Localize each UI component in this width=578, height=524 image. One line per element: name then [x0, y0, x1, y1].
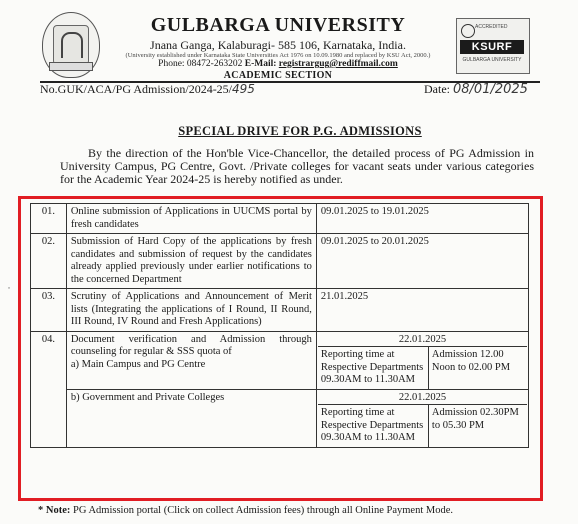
row-number: 03.: [31, 289, 67, 332]
table-row: [31, 389, 529, 447]
note-label: * Note:: [38, 505, 71, 516]
campus-timings: [318, 346, 527, 389]
table-row: [31, 234, 529, 289]
row-description: Submission of Hard Copy of the applications by fresh candidates and submission of request by the candidates already applied previously under earlier notifications to the concerned Department: [66, 234, 316, 289]
establishment-note: (University established under Karnataka State Universities Act 1976 on 10.09.1980 and replaced by KSU Act, 2000.): [125, 52, 431, 59]
campus-option: a) Main Campus and PG Centre: [70, 358, 206, 370]
note-text: PG Admission portal (Click on collect Admission fees) through all Online Payment Mode.: [73, 505, 453, 516]
margin-mark: ˙: [7, 284, 11, 298]
campus-reporting-time: Reporting time at Respective Departments 09.30AM to 11.30AM: [318, 347, 429, 389]
row-date: 21.01.2025: [316, 289, 528, 332]
colleges-option: b) Government and Private Colleges: [66, 389, 316, 447]
row-description: Scrutiny of Applications and Announcement of Merit lists (Integrating the applications of I Round, II Round, III Round, IV Round and Fresh Applications): [66, 289, 316, 332]
row-number: 04.: [31, 331, 67, 447]
reference-text: No.GUK/ACA/PG Admission/2024-25/: [40, 82, 233, 96]
colleges-date: 22.01.2025: [398, 391, 447, 403]
email-link[interactable]: registrargug@rediffmail.com: [278, 59, 398, 69]
date-label: Date:: [424, 82, 450, 96]
badge-bottom-text: GULBARGA UNIVERSITY: [462, 57, 522, 63]
badge-emblem-icon: [461, 24, 475, 38]
table-row: [31, 331, 529, 389]
notice-date: [424, 82, 528, 97]
schedule-table: [30, 203, 529, 448]
row-number: 02.: [31, 234, 67, 289]
colleges-timings: [318, 404, 527, 447]
row-date: 09.01.2025 to 20.01.2025: [316, 234, 528, 289]
colleges-reporting-time: Reporting time at Respective Departments 09.30AM to 11.30AM: [318, 405, 429, 447]
badge-label: KSURF: [460, 40, 524, 54]
phone-label: Phone: 08472-263202: [158, 59, 243, 69]
notice-heading: SPECIAL DRIVE FOR P.G. ADMISSIONS: [178, 124, 422, 138]
university-address: Jnana Ganga, Kalaburagi- 585 106, Karnataka, India.: [150, 38, 406, 52]
campus-date: 22.01.2025: [398, 333, 447, 345]
handwritten-date: 08/01/2025: [453, 82, 528, 97]
row-number: 01.: [31, 204, 67, 234]
campus-admission-time: Admission 12.00 Noon to 02.00 PM: [431, 349, 511, 373]
university-seal-icon: [42, 12, 100, 78]
section-name: ACADEMIC SECTION: [223, 70, 333, 81]
reference-number: [40, 82, 255, 97]
email-label: E-Mail:: [244, 59, 277, 69]
table-row: [31, 204, 529, 234]
contact-line: [100, 59, 456, 69]
colleges-schedule: [316, 389, 528, 447]
notice-paragraph: By the direction of the Hon'ble Vice-Chancellor, the detailed process of PG Admission in University Campus, PG Centre, Govt. /Private colleges for vacant seats under various categories for the Academic Year 2024-25 is hereby notified as under.: [60, 146, 534, 186]
row-description: [66, 331, 316, 389]
counseling-description: Document verification and Admission through counseling for regular & SSS quota of: [70, 333, 312, 357]
ksurf-badge-icon: [456, 18, 530, 74]
colleges-admission-time: Admission 02.30PM to 05.30 PM: [431, 407, 519, 431]
campus-schedule: [316, 331, 528, 389]
row-date: 09.01.2025 to 19.01.2025: [316, 204, 528, 234]
table-row: [31, 289, 529, 332]
row-description: Online submission of Applications in UUCMS portal by fresh candidates: [66, 204, 316, 234]
footer-note: [38, 505, 453, 516]
university-title: GULBARGA UNIVERSITY: [150, 14, 406, 36]
handwritten-number: 495: [232, 82, 255, 96]
badge-top-text: ACCREDITED: [475, 24, 508, 30]
